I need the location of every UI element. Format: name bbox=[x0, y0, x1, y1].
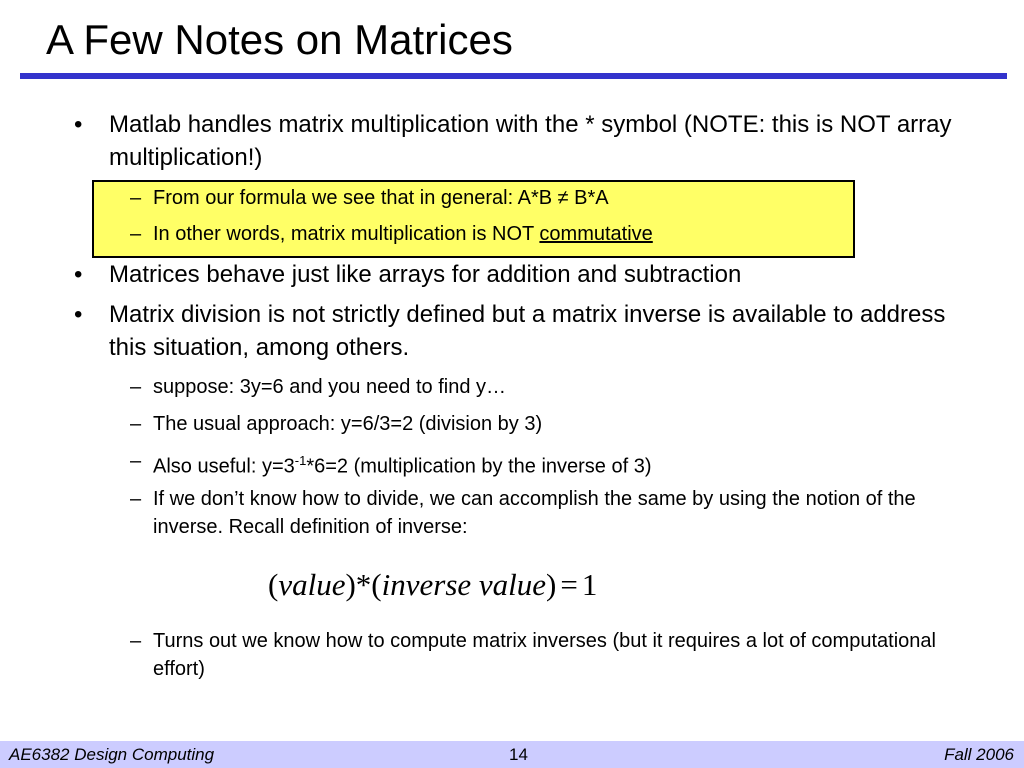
dash-marker: – bbox=[130, 376, 142, 398]
bullet-marker: • bbox=[74, 301, 83, 328]
sub-bullet-text-pre: In other words, matrix multiplication is NOT bbox=[153, 223, 540, 245]
dash-marker: – bbox=[130, 223, 142, 245]
bullet-marker: • bbox=[74, 261, 83, 288]
slide-footer bbox=[0, 741, 1024, 768]
sub-bullet-text bbox=[153, 220, 953, 248]
sub-bullet-text-post: *6=2 (multiplication by the inverse of 3) bbox=[306, 455, 652, 478]
eq-star: * bbox=[355, 567, 372, 602]
dash-marker: – bbox=[130, 413, 142, 435]
eq-value: value bbox=[278, 567, 346, 602]
sub-bullet-text: The usual approach: y=6/3=2 (division by 3) bbox=[153, 413, 543, 435]
eq-equals: = bbox=[560, 567, 578, 602]
eq-paren: ) bbox=[345, 567, 356, 602]
commutative-term: commutative bbox=[539, 223, 653, 245]
sub-bullet-text-pre: Also useful: y=3 bbox=[153, 455, 295, 478]
bullet-text: Matrices behave just like arrays for addition and subtraction bbox=[109, 261, 742, 288]
eq-inverse-value: inverse value bbox=[381, 567, 547, 602]
bullet-marker: • bbox=[74, 111, 83, 138]
exponent: -1 bbox=[294, 453, 307, 468]
inverse-definition-equation bbox=[268, 566, 597, 604]
footer-page-number: 14 bbox=[509, 745, 528, 764]
sub-bullet-text: If we don’t know how to divide, we can accomplish the same by using the notion of the inverse. Recall definition of inverse: bbox=[153, 488, 916, 538]
eq-paren: ( bbox=[268, 567, 279, 602]
bullet-text: Matrix division is not strictly defined but a matrix inverse is available to address this situation, among others. bbox=[109, 301, 946, 361]
eq-paren: ) bbox=[546, 567, 557, 602]
bullet-text: Matlab handles matrix multiplication with the * symbol (NOTE: this is NOT array multiplication!) bbox=[109, 111, 952, 171]
dash-marker: – bbox=[130, 187, 142, 209]
footer-course: AE6382 Design Computing bbox=[9, 745, 215, 764]
title-divider bbox=[20, 73, 1007, 79]
slide-title: A Few Notes on Matrices bbox=[46, 16, 513, 63]
dash-marker: – bbox=[130, 488, 142, 510]
eq-one: 1 bbox=[581, 567, 598, 602]
sub-bullet-text: Turns out we know how to compute matrix inverses (but it requires a lot of computational effort) bbox=[153, 630, 936, 680]
dash-marker: – bbox=[130, 630, 142, 652]
eq-paren: ( bbox=[371, 567, 382, 602]
sub-bullet-text bbox=[153, 447, 953, 481]
sub-bullet-text: From our formula we see that in general: A*B ≠ B*A bbox=[153, 187, 609, 209]
footer-term: Fall 2006 bbox=[944, 745, 1014, 764]
dash-marker: – bbox=[130, 450, 142, 472]
sub-bullet-text: suppose: 3y=6 and you need to find y… bbox=[153, 376, 507, 398]
